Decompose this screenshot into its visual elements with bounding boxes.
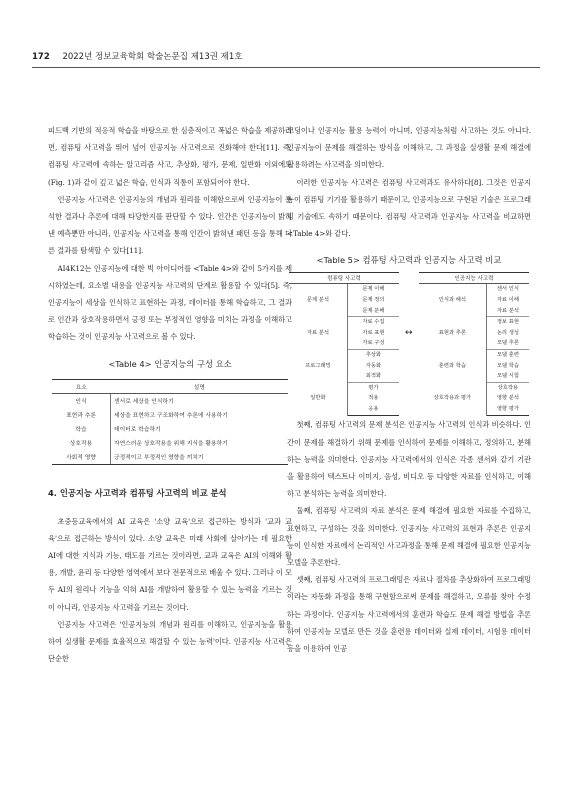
bidirectional-arrow-icon: ↔	[405, 328, 413, 339]
table5-caption: <Table 5> 컴퓨팅 사고력과 인공지능 사고력 비교	[316, 255, 502, 266]
table5-ai-row	[419, 349, 529, 360]
table5-ai-category: 표현과 추론	[419, 317, 486, 350]
table5-computing-row	[289, 349, 399, 360]
table4-element: 학습	[52, 422, 111, 436]
right-paragraph-5: 셋째, 컴퓨팅 사고력의 프로그래밍은 자료나 절차를 추상화하여 프로그래밍이라는 자동화 과정을 통해 구현함으로써 문제를 해결하고, 오류를 찾아 수정하는 과정이다. 인공지능 사고력에서의 훈련과 학습도 문제 해결 방법을 추론하여 인공지능 모델로 만든 것을 훈련용 데이터와 실제 데이터, 시험용 데이터 등을 이용하여 인공	[287, 575, 531, 654]
section-title: 4. 인공지능 사고력과 컴퓨팅 사고력의 비교 분석	[48, 487, 227, 498]
table5-computing-item: 최적화	[347, 371, 399, 382]
table4-element: 사회적 영향	[52, 450, 111, 465]
table4-row	[52, 450, 288, 465]
table4-caption: <Table 4> 인공지능의 구성 요소	[108, 358, 232, 369]
left-paragraph-4: 초중등교육에서의 AI 교육은 '소양 교육'으로 접근하는 방식과 '교과 교육'으로 접근하는 방식이 있다. 소양 교육은 미래 사회에 살아가는 데 필요한 AI에 대한 지식과 기능, 태도를 기르는 것이라면, 교과 교육은 AI의 이해와 활용, 개발, 윤리 등 다양한 영역에서 보다 전문적으로 배울 수 있다. 그러나 이 모두 AI의 원리나 기능을 익혀 AI를 개발하여 활용할 수 있는 능력을 기르는 것이 아니라, 인공지능 사고력을 기르는 것이다.	[48, 516, 292, 612]
journal-title: 2022년 정보교육학회 학술논문집 제13권 제1호	[62, 52, 243, 62]
table4-element: 상호작용	[52, 436, 111, 450]
table5-ai-item: 영향 평가	[486, 404, 529, 415]
right-paragraph-3: 첫째, 컴퓨팅 사고력의 문제 분석은 인공지능 사고력의 인식과 비슷하다. 인간이 문제를 해결하기 위해 문제를 인식하여 문제를 이해하고, 정의하고, 분해하는 능력을 의미한다. 인공지능 사고력에서의 인식은 각종 센서와 같기 기관을 활용하여 텍스트나 이미지, 음성, 비디오 등 다양한 자료를 인식하고, 이해하고 분석하는 능력을 의미한다.	[287, 420, 531, 499]
table5-computing-item: 문제 분해	[347, 306, 399, 317]
table5-computing-item: 평가	[368, 384, 379, 391]
table5-ai-item: 자료 분석	[486, 306, 529, 317]
left-paragraph-3: AI4K12는 인공지능에 대한 빅 아이디어를 <Table 4>와 같이 5가지를 제시하였는데, 요소별 내용을 인공지능 사고력의 단계로 활용할 수 있다[5]. 즉, 인공지능이 세상을 인식하고 표현하는 과정, 데이터를 통해 학습하고, 그 결과로 인간과 상호작용하면서 긍정 또는 부정적인 영향을 미치는 과정을 이해하고 학습하는 것이 인공지능 사고력으로 볼 수 있다.	[48, 263, 292, 342]
table5-ai-row	[419, 317, 529, 328]
table5-computing-item: 문제 이해	[362, 286, 385, 293]
table5	[287, 272, 531, 412]
table4-description: 자연스러운 상호작용을 위해 지식을 활용하기	[114, 441, 228, 448]
table5-computing-item: 자료 수집	[362, 319, 385, 326]
right-column	[287, 122, 531, 657]
table5-computing-item: 적용	[368, 395, 379, 402]
table5-computing-row	[289, 317, 399, 328]
left-paragraph-5: 인공지능 사고력은 '인공지능의 개념과 원리를 이해하고, 인공지능을 활용하여 실생활 문제를 효율적으로 해결할 수 있는 능력'이다. 인공지능 사고력은 단순한	[48, 619, 292, 664]
table5-ai-category: 상호작용과 평가	[419, 382, 486, 415]
table5-ai-item: 모델 추론	[486, 338, 529, 349]
right-paragraph-2: 이러한 인공지능 사고력은 컴퓨팅 사고력과도 유사하다[8]. 그것은 인공지능이 컴퓨팅 기기를 활용하기 때문이고, 인공지능으로 구현된 기술은 프로그래밍 기술에도 속하기 때문이다. 컴퓨팅 사고력과 인공지능 사고력을 비교하면 <Table 4>와 같다.	[287, 177, 531, 239]
table5-computing-item: 추상화	[365, 351, 382, 358]
table5-ai-category: 인식과 해석	[419, 284, 486, 317]
table5-ai-category: 훈련과 학습	[419, 349, 486, 382]
page-number: 172	[32, 52, 50, 62]
table5-ai	[419, 272, 529, 415]
table5-computing-category: 프로그래밍	[289, 349, 347, 382]
table5-computing-category: 문제 분석	[289, 284, 347, 317]
table4-row	[52, 393, 288, 408]
table5-ai-head: 인공지능 사고력	[419, 273, 529, 284]
left-paragraph-2: 인공지능 사고력은 인공지능의 개념과 원리를 이해함으로써 인공지능이 분석한 결과나 추론에 대해 타당한지를 판단할 수 있다. 인간은 인공지능이 밝혀낸 예측뿐만 아니라, 인공지능 사고력을 통해 인간이 밝혀낸 패턴 등을 통해 다른 결과를 탐색할 수 있다[11].	[48, 194, 292, 256]
table5-computing-head: 컴퓨팅 사고력	[289, 273, 399, 284]
table5-computing-item: 자동화	[365, 362, 382, 369]
table5-computing-item: 응용	[347, 404, 399, 415]
page-header	[32, 50, 540, 62]
table4-row	[52, 436, 288, 450]
table5-computing-category: 일반화	[289, 382, 347, 415]
table4-description: 데이터로 학습하기	[114, 427, 161, 434]
table4-description: 센서로 세상을 인식하기	[114, 399, 174, 406]
table4-row	[52, 408, 288, 422]
table5-ai-row	[419, 382, 529, 393]
table5-computing-item: 자료 표현	[362, 329, 385, 336]
table5-computing-item: 자료 구성	[347, 338, 399, 349]
table4-head-description: 설명	[111, 379, 289, 393]
table5-ai-item: 정보 표현	[496, 319, 519, 326]
table4-element: 표현과 추론	[52, 408, 111, 422]
left-column	[48, 122, 292, 667]
table5-computing	[289, 272, 399, 415]
right-paragraph-4: 둘째, 컴퓨팅 사고력의 자료 분석은 문제 해결에 필요한 자료를 수집하고, 표현하고, 구성하는 것을 의미한다. 인공지능 사고력의 표현과 추론은 인공지능이 인식한 자료에서 논리적인 사고과정을 통해 문제 해결에 필요한 인공지능 모델을 추론한다.	[287, 506, 531, 568]
table5-ai-item: 논리 생성	[496, 329, 519, 336]
table4-row	[52, 422, 288, 436]
table5-ai-row	[419, 284, 529, 295]
table5-ai-item: 자료 이해	[496, 297, 519, 304]
left-paragraph-1: 피드백 기반의 적응적 학습을 바탕으로 한 심층적이고 폭넓은 학습을 제공하려면, 컴퓨팅 사고력을 뛰어 넘어 인공지능 사고력으로 진화해야 한다[11]. 즉, 컴퓨팅 사고력에 속하는 알고리즘 사고, 추상화, 평가, 문제, 일반화 이외에도 (Fig. 1)과 같이 깊고 넓은 학습, 인식과 직통이 포함되어야 한다.	[48, 126, 292, 187]
table4-description: 긍정적이고 부정적인 영향을 끼치기	[111, 450, 289, 465]
table5-computing-row	[289, 284, 399, 295]
table5-computing-item: 문제 정의	[362, 297, 385, 304]
right-paragraph-1: 코딩이나 인공지능 활용 능력이 아니며, 인공지능처럼 사고하는 것도 아니다. 인공지능이 문제를 해결하는 방식을 이해하고, 그 과정을 실생활 문제 해결에 활용하려는 사고력을 의미한다.	[287, 126, 531, 170]
table5-ai-item: 모델 학습	[496, 362, 519, 369]
table5-ai-item: 모델 훈련	[496, 351, 519, 358]
table4	[52, 379, 288, 465]
table5-computing-row	[289, 382, 399, 393]
header-rule	[32, 67, 540, 68]
table5-ai-item: 영향 분석	[496, 395, 519, 402]
table5-ai-item: 상호작용	[497, 384, 519, 391]
table4-head-element: 요소	[52, 379, 111, 393]
table5-ai-item: 센서 인식	[496, 286, 519, 293]
table5-ai-item: 모델 시험	[486, 371, 529, 382]
table4-element: 인식	[52, 393, 111, 408]
table5-computing-category: 자료 분석	[289, 317, 347, 350]
table4-description: 세상을 표현하고 구조화하여 추론에 사용하기	[114, 413, 228, 420]
